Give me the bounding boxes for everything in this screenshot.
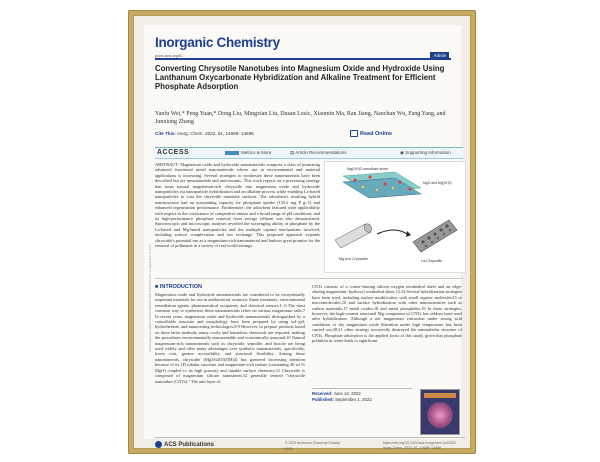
abstract-text: ABSTRACT: Magnesium oxide and hydroxide nanomaterials comprise a class of promising advanced functional metal nanomaterials whose use in environmental and material applications is increasing. Several strategies to synthesize these nanomaterials have been described but are unsustainable and uneconomic. This work reports on a processing strategy that turns natural magnesium-rich chrysotile into magnesium oxide and hydroxide nanoparticles via nanoparticle hybridization and an alkaline process while enabling La-based nanoparticles to coat the chrysotile nanotube surfaces. The adsorbent's resulting hybrid nanostructure had an outstanding capacity for phosphate uptake (135.2 mg P g−1) and enhanced regeneration performance. Furthermore, the adsorbent featured wide applicability with respect to the coexistence of competitive anions and a broad range of pH conditions, and its high-performance phosphate removal from sewage effluent was also demonstrated. Spectroscopic and microscopic analyses revealed the scavenging ability of phosphate by the La-based and Mg-based nanoparticles and the multiple capture mechanisms involved, including surface complexation and ion exchange. This proposed approach expands chrysotile's potential use as a magnesium-rich nanomaterial and harbors great promise for the removal of pollutants in a variety of real-world settings.: [155, 162, 320, 249]
crystal-structure: [343, 172, 421, 198]
header-rule: [155, 58, 451, 60]
chrysotile-tube: [335, 222, 373, 248]
introduction-heading: ■ INTRODUCTION: [155, 284, 203, 290]
page-number: 14686: [283, 447, 293, 451]
toc-label-left: Mg-rich Chrysotile: [339, 257, 368, 261]
read-online-link: Read Online: [350, 130, 392, 137]
introduction-column-2: CNTs consists of a corner-sharing silicon−oxygen tetrahedral sheet and an edge-sharing magnesium−hydroxyl octahedral sheet.13,14 Several hybridization strategies have been tried, including surface modification with small organic molecules15 or macromolecules,16 and surface hybridization with other nanostructures such as carbon materials,17 metal oxides,18 and metal phosphides.19 In these strategies, however, the high-content structural Mg component of CNTs has seldom been used after hybridization. Although a net magnesium extraction under strong acid conditions or dry magnesium oxide liberation under high temperature has been carried out,20,21 other strategy incorrectly destroyed the nanotubular structure of CNTs. Phosphate adsorption is the applied focus of this study, given that phosphate pollution in water leads to significant: [312, 284, 462, 344]
metrics-link: Metrics & More: [225, 150, 271, 155]
frame-mat: [133, 15, 471, 449]
article-title: Converting Chrysotile Nanotubes into Magnesium Oxide and Hydroxide Using Lanthanum Oxycarbonate Hybridization and Alkaline Treatment for Efficient Phosphate Adsorption: [155, 64, 445, 91]
monitor-icon: [350, 130, 358, 137]
journal-cover-thumbnail: [420, 389, 460, 435]
introduction-column-1: Magnesium oxide and hydroxide nanomaterials are considered to be exceptionally important materials for use in antibacterial, nontoxic flame retardants, environmental remediation agents, pharmaceutical excipients, and chemical sensors.1−6 The most common way to synthesize these nanomaterials relies on various magnesium salts.7 In recent years, magnesium oxide and hydroxide nanomaterials distinguished by a controllable structure and morphology have been prepared by using sol−gel, hydrothermal, and nanocasting technologies.8,9 However, to prepare products based on these latter methods, many costly and hazardous chemicals are required, making the procedures environmentally unsustainable and economically unsound.10 Natural magnesium-rich nanominerals such as chrysotile, sepiolite, and brucite are being used widely and offer many advantages over synthetic nanomaterials, specifically, lower cost, greater accessibility, and structural flexibility. Among these nanominerals, chrysotile (Mg3Si2O5(OH)4) has garnered increasing attention because of its 1D tubular structure and magnesium-rich feature (containing 40 wt % MgO) coupled to its high porosity and tunable surface chemistry.11 Chrysotile is composed of magnesium silicate nanosheets,12 generally termed "chrysotile nanotubes (CNTs)." The unit layer of: [155, 292, 305, 384]
page-footer: [155, 437, 465, 452]
doi-text: https://doi.org/10.1021/acs.inorgchem.2c02052 Inorg. Chem. 2022, 61, 14686−14696: [383, 441, 456, 450]
received-row: Received: June 14, 2022: [312, 391, 361, 396]
author-list: Yanfu Wei,* Peng Yuan,* Dong Liu, Mingxian Liu, Dusan Losic, Xiaomin Ma, Ran Jiang, Nanchun Wu, Fang Yang, and Junxiong Zhang: [155, 111, 446, 125]
supporting-info-link: ◉ Supporting Information: [400, 150, 451, 155]
article-badge: Article: [430, 52, 449, 59]
cite-bar: [155, 129, 455, 143]
copyright-text: © 2022 American Chemical Society: [285, 441, 340, 445]
toc-label-top: Mg(OH)2-nanoflake sheet: [347, 167, 389, 171]
journal-name: Inorganic Chemistry: [155, 35, 280, 50]
access-bar: [155, 147, 463, 159]
side-note: Downloaded via CHINA UNIV OF MINING AND TECHNOLOGY on September 6, 2022: [148, 244, 152, 352]
toc-graphic: [324, 161, 466, 273]
publication-dates: [312, 388, 412, 403]
article-recommendations-link: ▤ Article Recommendations: [290, 150, 347, 155]
toc-label-side: MgO and Mg(OH)2: [423, 181, 452, 185]
pub-url: pubs.acs.org/IC: [155, 53, 184, 58]
toc-label-right: La-Chrysotile: [421, 259, 443, 263]
certificate-paper: [144, 25, 462, 451]
acs-publications-logo: ACS Publications: [155, 441, 214, 448]
arrow-head-icon: [406, 231, 411, 237]
metrics-bar-icon: [225, 151, 239, 155]
section-divider: [155, 278, 463, 279]
toc-illustration: [325, 162, 465, 272]
cite-this: Cite This: Inorg. Chem. 2022, 61, 14686−14696: [155, 131, 254, 136]
access-label: ACCESS: [157, 149, 190, 156]
published-row: Published: September 1, 2022: [312, 397, 372, 402]
acs-logo-icon: [155, 441, 162, 448]
reaction-arrow: [377, 230, 407, 234]
picture-frame: [128, 10, 476, 454]
la-chrysotile-tube: [413, 220, 457, 252]
